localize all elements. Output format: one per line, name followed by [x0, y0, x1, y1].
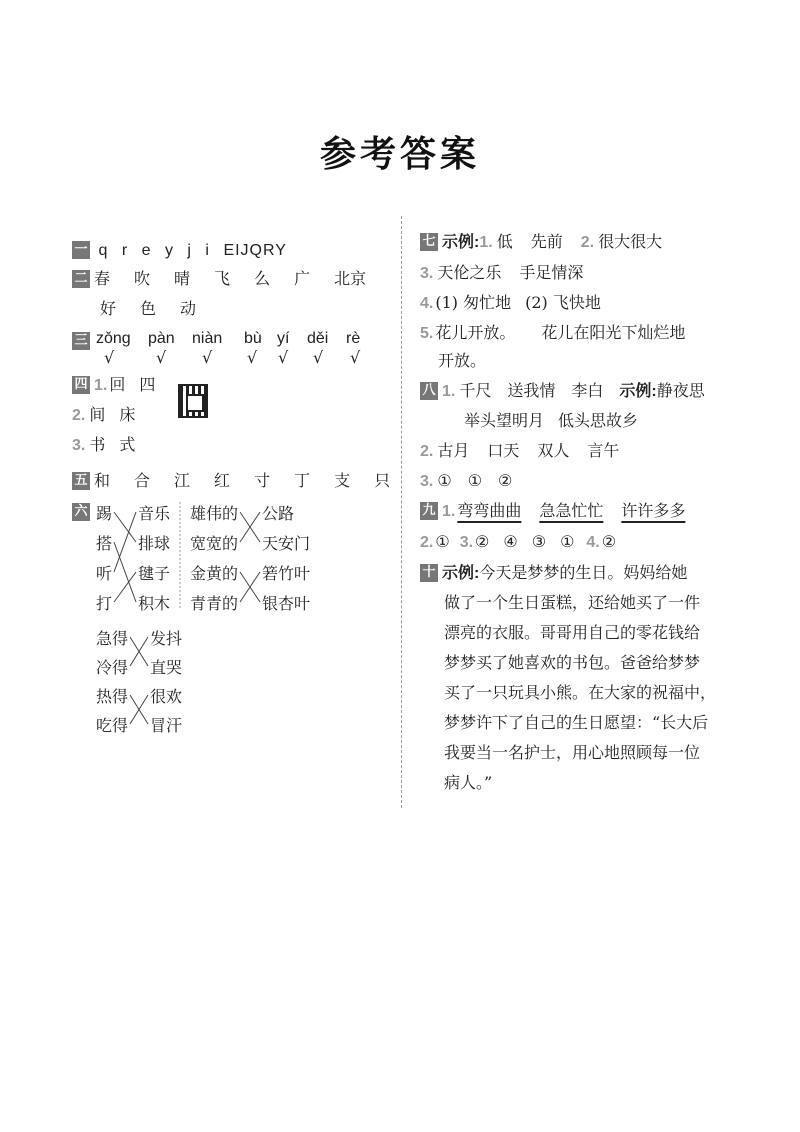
match-line [114, 542, 136, 602]
question-number: 5. [420, 325, 434, 342]
qr-code-icon [178, 384, 208, 418]
section-badge: 三 [72, 332, 90, 350]
pinyin: rè [346, 330, 361, 347]
question-number: 3. [459, 534, 474, 551]
answer-item: (1) 匆忙地 [435, 293, 512, 312]
match-line [240, 572, 260, 602]
match-left: 踢 [96, 504, 113, 523]
page-title: 参考答案 [319, 133, 480, 175]
check-mark-icon: √ [350, 348, 361, 367]
answer-item: 寸 [254, 471, 271, 490]
match-left: 金黄的 [190, 564, 239, 583]
match-line [240, 512, 260, 542]
section-badge: 八 [420, 382, 438, 400]
answer-item: 李白 [571, 381, 604, 400]
section-4-q2 [72, 404, 149, 427]
section-7-q1-q2 [420, 231, 662, 254]
answer-item: ③ [531, 532, 547, 551]
section-7-q3 [420, 262, 583, 285]
section-8-q3 [420, 470, 512, 493]
answer-item: 江 [174, 471, 191, 490]
question-number: 1. [442, 383, 456, 400]
answer-item: 红 [214, 471, 231, 490]
match-left: 热得 [96, 687, 129, 706]
answer-item: 好 [100, 299, 117, 318]
answer-item: 急急忙忙 [539, 501, 604, 520]
answer-item: q [98, 242, 108, 259]
answer-item: 色 [140, 299, 157, 318]
section-badge: 五 [72, 472, 90, 490]
pinyin: niàn [192, 330, 223, 347]
match-right: 发抖 [150, 629, 183, 648]
question-number: 1. [94, 377, 108, 394]
pinyin: bù [244, 330, 262, 347]
answer-item: 北京 [334, 269, 367, 288]
answer-item: 四 [139, 375, 156, 394]
answer-item: 和 [94, 471, 111, 490]
match-left: 急得 [96, 629, 129, 648]
match-line [240, 572, 260, 602]
essay-line: 今天是梦梦的生日。妈妈给她 [479, 563, 688, 582]
section-1 [72, 240, 287, 262]
pinyin: děi [307, 330, 329, 347]
essay-line: 买了一只玩具小熊。在大家的祝福中， [444, 683, 717, 702]
answer-item: ④ [503, 532, 518, 551]
example-label: 示例: [619, 383, 657, 400]
answer-item: 口天 [487, 441, 520, 460]
answer-item: 手足情深 [519, 263, 584, 282]
match-line [130, 695, 148, 724]
example-label: 示例: [442, 234, 480, 251]
answer-item: y [164, 242, 173, 259]
match-left: 宽宽的 [190, 534, 239, 553]
essay-line: 病人。” [444, 773, 493, 792]
section-2 [72, 268, 390, 290]
match-right: 冒汗 [150, 716, 183, 735]
section-4-q3 [72, 434, 149, 457]
match-right: 天安门 [262, 534, 311, 553]
check-mark-icon: √ [156, 348, 167, 367]
answer-item: 间 [89, 405, 106, 424]
section-2-line-2 [100, 298, 220, 320]
section-3 [72, 330, 94, 352]
pinyin: zǒng [96, 330, 131, 347]
answer-item: 吹 [134, 269, 151, 288]
question-number: 4. [420, 295, 434, 312]
section-9-q2-q4 [420, 531, 616, 554]
match-right: 毽子 [138, 564, 171, 583]
answer-item: ② [498, 471, 513, 490]
essay-line: 做了一个生日蛋糕，还给她买了一件 [444, 593, 701, 612]
answer-item: 天伦之乐 [437, 263, 502, 282]
question-number: 3. [72, 437, 86, 454]
answer-item: ② [475, 532, 490, 551]
answer-item: 先前 [530, 232, 563, 251]
match-left: 搭 [96, 534, 113, 553]
answer-item: ① [467, 471, 483, 490]
answer-item: (2) 飞快地 [525, 293, 601, 312]
question-number: 2. [420, 443, 434, 460]
answer-item: 花儿在阳光下灿烂地 [541, 323, 686, 342]
section-badge: 十 [420, 564, 438, 582]
section-8-q1-line-2 [464, 410, 638, 432]
essay-line: 梦梦买了她喜欢的书包。爸爸给梦梦 [444, 653, 701, 672]
example-label: 示例: [442, 565, 480, 582]
answer-item: 回 [109, 375, 126, 394]
answer-item: 古月 [437, 441, 470, 460]
answer-item: ① [437, 471, 452, 490]
answer-item: 书 [89, 435, 106, 454]
answer-item: EIJQRY [223, 242, 287, 259]
answer-item: 开放。 [438, 351, 487, 370]
answer-item: 举头望明月 [464, 411, 545, 430]
question-number: 4. [586, 534, 600, 551]
essay-line: 梦梦许下了自己的生日愿望：“长大后 [444, 713, 709, 732]
section-badge: 一 [72, 241, 90, 259]
answer-item: 低 [496, 232, 513, 251]
answer-item: 送我情 [507, 381, 556, 400]
match-right: 很欢 [150, 687, 183, 706]
answer-item: 只 [374, 471, 391, 490]
section-badge: 六 [72, 503, 90, 521]
check-mark-icon: √ [278, 348, 289, 367]
answer-item: 飞 [214, 269, 231, 288]
answer-item: 丁 [294, 471, 311, 490]
answer-item: i [205, 242, 209, 259]
match-right: 银杏叶 [262, 594, 311, 613]
pinyin: yí [277, 330, 290, 347]
answer-item: e [141, 242, 151, 259]
answer-item: 动 [180, 299, 197, 318]
answer-item: 花儿开放。 [435, 323, 516, 342]
match-left: 雄伟的 [190, 504, 239, 523]
section-7-q4 [420, 292, 601, 315]
section-badge: 二 [72, 270, 90, 288]
match-right: 直哭 [150, 658, 183, 677]
essay-line: 我要当一名护士，用心地照顾每一位 [444, 743, 701, 762]
answer-item: 弯弯曲曲 [457, 501, 522, 520]
section-badge: 九 [420, 502, 438, 520]
answer-item: 式 [119, 435, 136, 454]
match-line [130, 637, 148, 666]
match-left: 听 [96, 564, 113, 583]
check-mark-icon: √ [104, 348, 115, 367]
section-7-q5-line-2 [438, 350, 486, 372]
section-badge: 七 [420, 233, 438, 251]
answer-item: r [121, 242, 128, 259]
match-line [114, 512, 136, 542]
section-10 [420, 562, 687, 585]
section-6 [72, 501, 94, 523]
question-number: 1. [442, 503, 456, 520]
question-number: 1. [479, 234, 493, 251]
answer-item: 春 [94, 269, 111, 288]
section-4-q1 [72, 374, 169, 397]
answer-item: 床 [119, 405, 136, 424]
match-left: 青青的 [190, 594, 239, 613]
answer-item: 许许多多 [621, 501, 686, 520]
match-right: 公路 [262, 504, 295, 523]
match-left: 吃得 [96, 716, 129, 735]
answer-item: 双人 [537, 441, 570, 460]
answer-item: 么 [254, 269, 271, 288]
essay-line: 漂亮的衣服。哥哥用自己的零花钱给 [444, 623, 701, 642]
answer-item: 广 [294, 269, 311, 288]
answer-item: 言午 [587, 441, 620, 460]
section-5 [72, 470, 414, 492]
question-number: 3. [420, 473, 434, 490]
question-number: 3. [420, 265, 434, 282]
match-line [130, 637, 148, 666]
question-number: 2. [72, 407, 86, 424]
question-number: 2. [420, 534, 434, 551]
section-8-q1 [420, 380, 705, 403]
match-line [114, 572, 136, 602]
match-right: 箬竹叶 [262, 564, 311, 583]
match-right: 音乐 [138, 504, 171, 523]
check-mark-icon: √ [313, 348, 324, 367]
answer-item: 很大很大 [598, 232, 663, 251]
check-mark-icon: √ [247, 348, 258, 367]
match-line [130, 695, 148, 724]
match-line [240, 512, 260, 542]
answer-item: 支 [334, 471, 351, 490]
check-mark-icon: √ [202, 348, 213, 367]
pinyin: pàn [148, 330, 175, 347]
answer-item: 低头思故乡 [558, 411, 639, 430]
section-badge: 四 [72, 376, 90, 394]
match-left: 冷得 [96, 658, 129, 677]
section-8-q2 [420, 440, 619, 463]
match-line [114, 512, 136, 572]
answer-item: 晴 [174, 269, 191, 288]
column-divider [401, 216, 402, 808]
match-left: 打 [96, 594, 113, 613]
answer-item: 千尺 [459, 381, 492, 400]
answer-item: ① [560, 532, 575, 551]
match-right: 积木 [138, 594, 171, 613]
section-7-q5 [420, 322, 685, 345]
answer-item: 静夜思 [656, 381, 705, 400]
answer-item: ① [435, 532, 450, 551]
answer-item: ② [601, 532, 617, 551]
answer-item: 合 [134, 471, 151, 490]
answer-item: j [187, 242, 191, 259]
section-9-q1 [420, 500, 685, 523]
match-right: 排球 [138, 534, 171, 553]
question-number: 2. [580, 234, 595, 251]
